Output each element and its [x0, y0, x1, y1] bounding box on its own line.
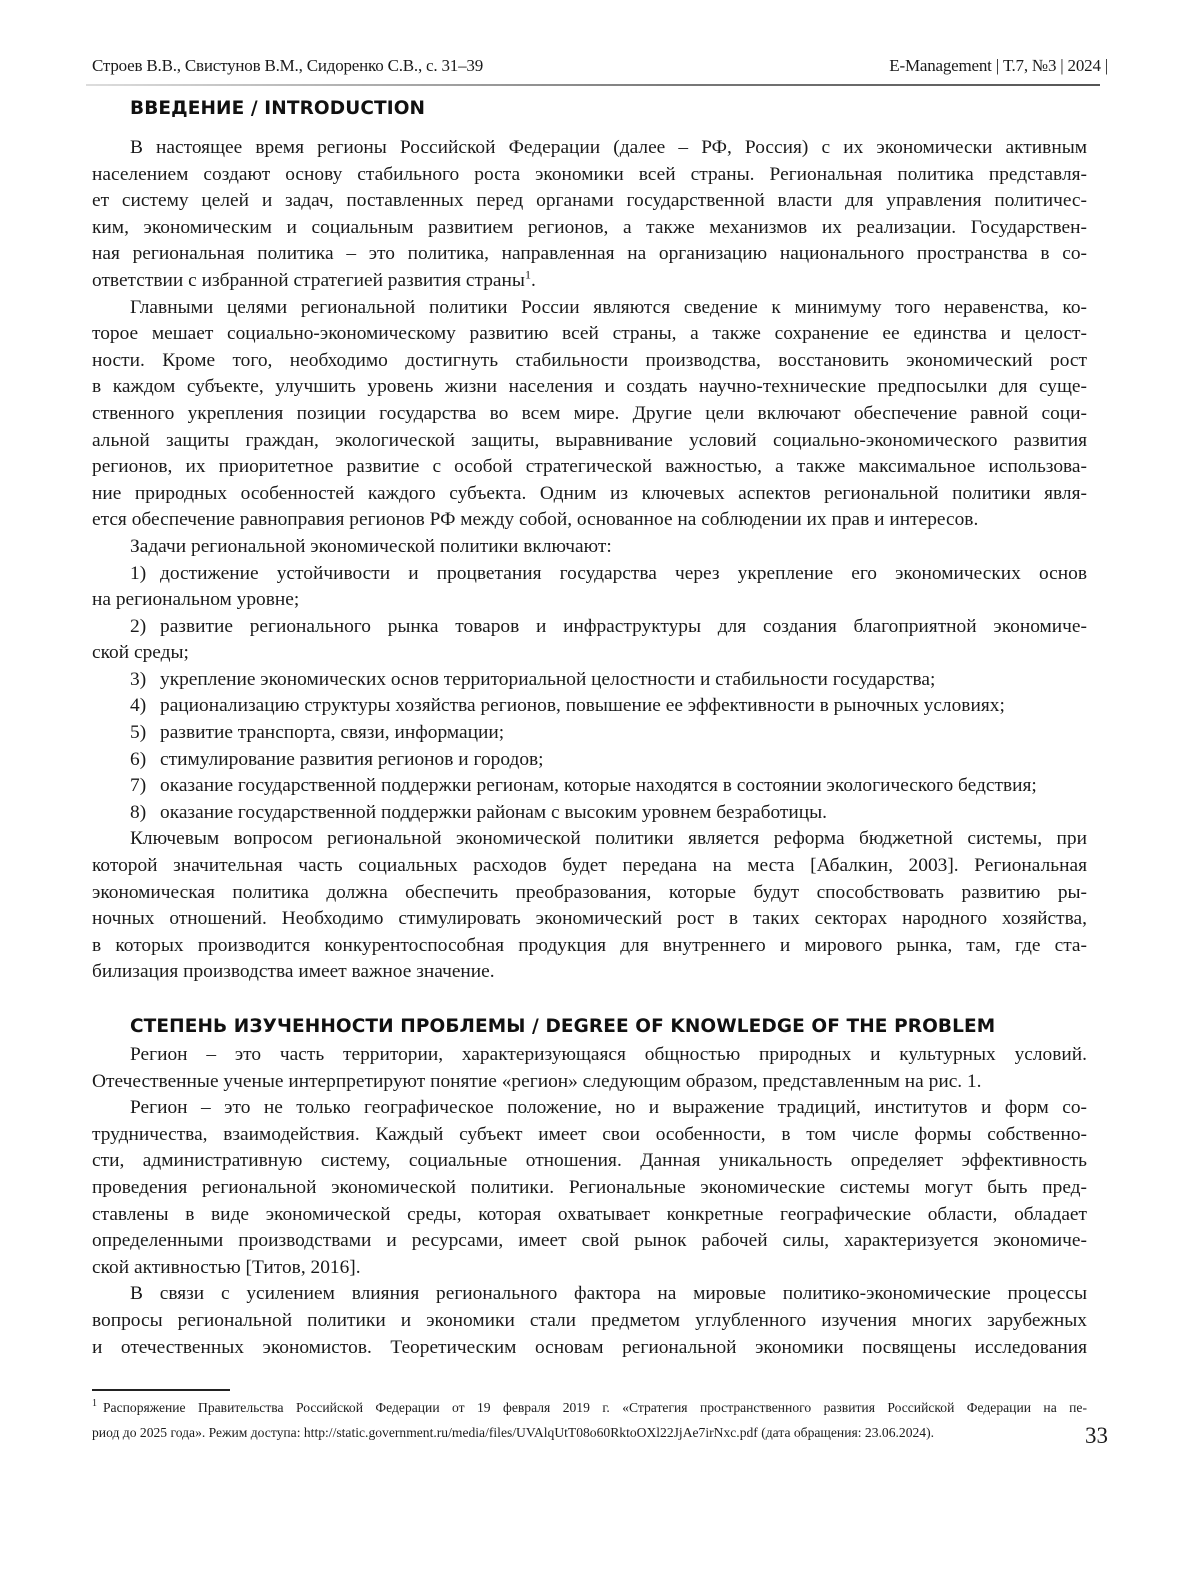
line-text: регионов, их приоритетное развитие с особой стратегической важностью, а также максимальное использова- [92, 456, 1087, 477]
line-text: ночных отношений. Необходимо стимулировать экономический рост в таких секторах народного хозяйства, [92, 908, 1087, 929]
text-line [92, 454, 1087, 481]
header-journal: E-Management | Т.7, №3 | 2024 | [889, 56, 1108, 76]
line-text: определенными производствами и ресурсами, имеет свой рынок рабочей силы, характеризуется экономиче- [92, 1230, 1087, 1251]
text-line [92, 640, 1087, 667]
line-text: ности. Кроме того, необходимо достигнуть стабильности производства, восстановить экономический рост [92, 350, 1087, 371]
line-text: ет систему целей и задач, поставленных перед органами государственной власти для управления политичес- [92, 190, 1087, 211]
text-line [92, 401, 1087, 428]
line-text: ставлены в виде экономической среды, которая охватывает конкретные географические области, обладает [92, 1204, 1087, 1225]
section-degree-body [92, 1042, 1087, 1361]
list-number: 5) [130, 720, 160, 747]
line-text: оказание государственной поддержки регионам, которые находятся в состоянии экологического бедствия; [160, 775, 1037, 796]
line-text: стимулирование развития регионов и городов; [160, 749, 544, 770]
paragraph [92, 1042, 1087, 1095]
text-line [92, 667, 1087, 694]
paragraph [92, 826, 1087, 986]
line-text: торое мешает социально-экономическому развитию всей страны, а также сохранение ее единства и целост- [92, 323, 1087, 344]
paragraph [92, 135, 1087, 295]
line-text: Задачи региональной экономической политики включают: [130, 536, 612, 557]
line-text: развитие транспорта, связи, информации; [160, 722, 504, 743]
header-authors: Строев В.В., Свистунов В.М., Сидоренко С.В., с. 31–39 [92, 56, 483, 76]
line-text: в каждом субъекте, улучшить уровень жизни населения и создать научно-технические предпосылки для суще- [92, 376, 1087, 397]
footnote-marker: 1 [92, 1398, 97, 1409]
running-header [92, 56, 1108, 82]
footnote [92, 1395, 1087, 1445]
list-number: 7) [130, 773, 160, 800]
text-line [92, 720, 1087, 747]
paragraph [92, 534, 1087, 561]
text-line [92, 241, 1087, 268]
text-line [92, 959, 1087, 986]
text-line [92, 162, 1087, 189]
text-line [92, 1148, 1087, 1175]
text-line [92, 800, 1087, 827]
text-line [92, 215, 1087, 242]
line-text: ется обеспечение равноправия регионов РФ между собой, основанное на соблюдении их прав и интересов. [92, 509, 978, 530]
footnote-line [92, 1395, 1087, 1420]
list-number: 3) [130, 667, 160, 694]
text-line [92, 614, 1087, 641]
paragraph [92, 295, 1087, 534]
list-number: 4) [130, 693, 160, 720]
text-line [92, 481, 1087, 508]
page-number: 33 [1085, 1423, 1108, 1449]
text-line [92, 826, 1087, 853]
section-heading-introduction: ВВЕДЕНИЕ / INTRODUCTION [130, 98, 425, 119]
list-item [92, 747, 1087, 774]
footnote-reference: 1 [525, 268, 531, 282]
line-text: экономическая политика должна обеспечить преобразования, которые будут способствовать развитию ры- [92, 882, 1087, 903]
text-line [92, 693, 1087, 720]
line-text: развитие регионального рынка товаров и инфраструктуры для создания благоприятной экономиче- [160, 616, 1087, 637]
text-line [92, 906, 1087, 933]
line-text: которой значительная часть социальных расходов будет передана на места [Абалкин, 2003]. Региональная [92, 855, 1087, 876]
text-line [92, 587, 1087, 614]
list-item [92, 667, 1087, 694]
paragraph [92, 1095, 1087, 1281]
line-text: В связи с усилением влияния регионального фактора на мировые политико-экономические процессы [130, 1283, 1087, 1304]
text-line [92, 1308, 1087, 1335]
line-text: достижение устойчивости и процветания государства через укрепление его экономических основ [160, 563, 1087, 584]
text-line [92, 1202, 1087, 1229]
text-line [92, 135, 1087, 162]
text-line [92, 1175, 1087, 1202]
text-line [92, 1255, 1087, 1282]
line-text: Регион – это часть территории, характеризующаяся общностью природных и культурных условий. [130, 1044, 1087, 1065]
list-number: 2) [130, 614, 160, 641]
list-item [92, 693, 1087, 720]
line-text: Ключевым вопросом региональной экономической политики является реформа бюджетной системы, при [130, 828, 1087, 849]
text-line [92, 321, 1087, 348]
text-line [92, 428, 1087, 455]
text-line [92, 1335, 1087, 1362]
line-text: оказание государственной поддержки районам с высоким уровнем безработицы. [160, 802, 827, 823]
line-text: и отечественных экономистов. Теоретическим основам региональной экономики посвящены исследования [92, 1337, 1087, 1358]
list-item [92, 800, 1087, 827]
section-introduction-body [92, 135, 1087, 986]
line-text: билизация производства имеет важное значение. [92, 961, 495, 982]
list-item [92, 773, 1087, 800]
header-rule [86, 84, 1100, 86]
text-line [92, 1042, 1087, 1069]
line-text: ким, экономическим и социальным развитием регионов, а также механизмов их реализации. Государствен- [92, 217, 1087, 238]
text-line [92, 1228, 1087, 1255]
line-text: вопросы региональной политики и экономики стали предметом углубленного изучения многих зарубежных [92, 1310, 1087, 1331]
line-text: Регион – это не только географическое положение, но и выражение традиций, институтов и форм со- [130, 1097, 1087, 1118]
line-text: в которых производится конкурентоспособная продукция для внутреннего и мирового рынка, там, где ста- [92, 935, 1087, 956]
line-text: населением создают основу стабильного роста экономики всей страны. Региональная политика представля- [92, 164, 1087, 185]
text-line [92, 295, 1087, 322]
text-line [92, 1122, 1087, 1149]
list-item [92, 561, 1087, 614]
paragraph [92, 1281, 1087, 1361]
line-text: сти, административную систему, социальные отношения. Данная уникальность определяет эффективность [92, 1150, 1087, 1171]
text-line [92, 534, 1087, 561]
line-text: рационализацию структуры хозяйства регионов, повышение ее эффективности в рыночных условиях; [160, 695, 1005, 716]
line-text: ние природных особенностей каждого субъекта. Одним из ключевых аспектов региональной политики явля- [92, 483, 1087, 504]
list-number: 1) [130, 561, 160, 588]
text-line [92, 853, 1087, 880]
line-text: ской среды; [92, 642, 189, 663]
list-item [92, 720, 1087, 747]
text-line [92, 268, 1087, 295]
text-line [92, 880, 1087, 907]
line-text: ской активностью [Титов, 2016]. [92, 1257, 361, 1278]
line-text: Отечественные ученые интерпретируют понятие «регион» следующим образом, представленным на рис. 1. [92, 1071, 982, 1092]
line-text: ответствии с избранной стратегией развития страны [92, 270, 525, 291]
text-line [92, 374, 1087, 401]
line-text: Главными целями региональной политики России являются сведение к минимуму того неравенства, ко- [130, 297, 1087, 318]
line-text: альной защиты граждан, экологической защиты, выравнивание условий социально-экономического развития [92, 430, 1087, 451]
line-text: на региональном уровне; [92, 589, 299, 610]
footnote-line [92, 1420, 1087, 1445]
list-number: 8) [130, 800, 160, 827]
text-line [92, 773, 1087, 800]
list-item [92, 614, 1087, 667]
text-line [92, 188, 1087, 215]
footnote-rule [92, 1389, 230, 1391]
text-line [92, 1281, 1087, 1308]
line-text: проведения региональной экономической политики. Региональные экономические системы могут быть пред- [92, 1177, 1087, 1198]
text-line [92, 933, 1087, 960]
list-number: 6) [130, 747, 160, 774]
line-text: В настоящее время регионы Российской Федерации (далее – РФ, Россия) с их экономически активным [130, 137, 1087, 158]
footnote-text: Распоряжение Правительства Российской Федерации от 19 февраля 2019 г. «Стратегия пространственного развития Российской Федерации на пе- [103, 1400, 1087, 1415]
line-text: ная региональная политика – это политика, направленная на организацию национального пространства в со- [92, 243, 1087, 264]
footnote-text: риод до 2025 года». Режим доступа: http://static.government.ru/media/files/UVAlqUtT08o60RktoOXl22JjAe7irNxc.pdf (дата обращения: 23.06.2024). [92, 1425, 934, 1440]
section-heading-degree-of-knowledge: СТЕПЕНЬ ИЗУЧЕННОСТИ ПРОБЛЕМЫ / DEGREE OF KNOWLEDGE OF THE PROBLEM [130, 1016, 995, 1037]
text-line [92, 561, 1087, 588]
line-text: трудничества, взаимодействия. Каждый субъект имеет свои особенности, в том числе формы собственно- [92, 1124, 1087, 1145]
line-text: ственного укрепления позиции государства во всем мире. Другие цели включают обеспечение равной соци- [92, 403, 1087, 424]
text-line [92, 348, 1087, 375]
text-line [92, 747, 1087, 774]
line-text: укрепление экономических основ территориальной целостности и стабильности государства; [160, 669, 935, 690]
text-line [92, 1069, 1087, 1096]
text-line [92, 507, 1087, 534]
text-line [92, 1095, 1087, 1122]
punctuation: . [531, 270, 536, 291]
